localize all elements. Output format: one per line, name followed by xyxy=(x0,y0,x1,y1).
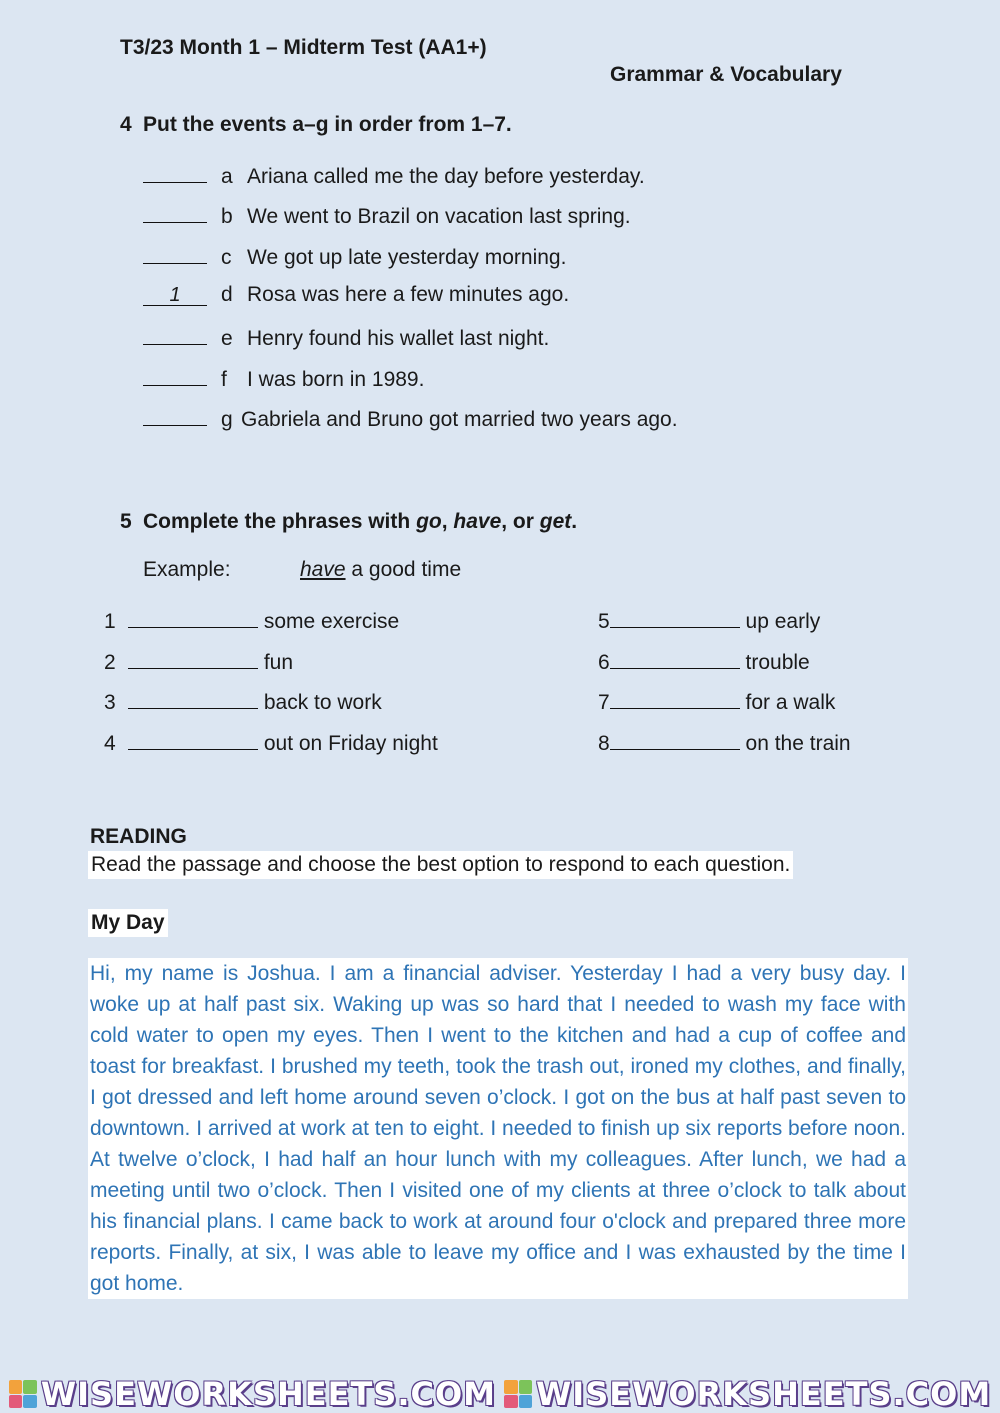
phrase-blank[interactable] xyxy=(128,648,258,669)
question-5-title xyxy=(120,510,577,534)
phrase-item-7 xyxy=(598,688,835,715)
separator: , or xyxy=(501,510,540,533)
section-subtitle: Grammar & Vocabulary xyxy=(610,63,842,86)
item-letter: g xyxy=(221,408,233,431)
brand-logo-repeat xyxy=(504,1375,991,1413)
answer-blank[interactable] xyxy=(143,405,207,426)
brand-text: WISEWORKSHEETS.COM xyxy=(536,1375,992,1413)
logo-icon xyxy=(9,1380,37,1408)
answer-blank[interactable] xyxy=(143,162,207,183)
separator: , xyxy=(441,510,454,533)
question-number: 4 xyxy=(120,113,132,136)
item-text: Ariana called me the day before yesterday. xyxy=(247,165,645,188)
phrase-blank[interactable] xyxy=(610,607,740,628)
order-item-e xyxy=(143,324,549,351)
phrase-blank[interactable] xyxy=(128,607,258,628)
answer-blank[interactable] xyxy=(143,243,207,264)
answer-blank[interactable] xyxy=(143,365,207,386)
phrase-number: 5 xyxy=(598,610,610,633)
example-phrase: a good time xyxy=(345,558,462,581)
phrase-number: 4 xyxy=(104,732,116,755)
answer-blank[interactable]: 1 xyxy=(143,285,207,306)
phrase-item-3 xyxy=(104,688,382,715)
item-text: Gabriela and Bruno got married two years ago. xyxy=(241,408,678,431)
phrase-number: 3 xyxy=(104,691,116,714)
item-letter: c xyxy=(221,246,232,269)
option-get: get xyxy=(539,510,572,533)
phrase-blank[interactable] xyxy=(610,648,740,669)
phrase-text: trouble xyxy=(745,651,810,674)
example-label: Example: xyxy=(143,558,231,581)
phrase-text: for a walk xyxy=(745,691,836,714)
phrase-item-8 xyxy=(598,729,851,756)
reading-heading: READING xyxy=(90,825,187,848)
footer-watermark xyxy=(0,1375,1000,1413)
phrase-text: fun xyxy=(263,651,294,674)
order-item-c xyxy=(143,243,566,270)
order-item-f xyxy=(143,365,424,392)
answer-blank[interactable] xyxy=(143,324,207,345)
phrase-blank[interactable] xyxy=(128,688,258,709)
reading-instruction: Read the passage and choose the best option to respond to each question. xyxy=(88,851,793,879)
option-have: have xyxy=(453,510,502,533)
phrase-text: some exercise xyxy=(263,610,400,633)
answer-blank[interactable] xyxy=(143,202,207,223)
phrase-text: up early xyxy=(745,610,821,633)
phrase-number: 8 xyxy=(598,732,610,755)
phrase-blank[interactable] xyxy=(610,688,740,709)
example-answer: have xyxy=(300,558,346,581)
phrase-number: 1 xyxy=(104,610,116,633)
phrase-text: back to work xyxy=(263,691,382,714)
item-letter: b xyxy=(221,205,233,228)
test-title: T3/23 Month 1 – Midterm Test (AA1+) xyxy=(120,36,487,59)
phrase-item-5 xyxy=(598,607,820,634)
order-item-d xyxy=(143,283,569,307)
phrase-item-2 xyxy=(104,648,293,675)
item-text: Rosa was here a few minutes ago. xyxy=(247,283,570,306)
order-item-b xyxy=(143,202,631,229)
instruction-prefix: Complete the phrases with xyxy=(143,510,417,533)
phrase-item-1 xyxy=(104,607,399,634)
item-text: Henry found his wallet last night. xyxy=(247,327,550,350)
example xyxy=(300,558,461,582)
logo-icon xyxy=(504,1380,532,1408)
phrase-blank[interactable] xyxy=(128,729,258,750)
phrase-text: on the train xyxy=(745,732,851,755)
phrase-number: 6 xyxy=(598,651,610,674)
question-number: 5 xyxy=(120,510,132,533)
phrase-text: out on Friday night xyxy=(263,732,438,755)
item-letter: a xyxy=(221,165,233,188)
question-instruction: Put the events a–g in order from 1–7. xyxy=(143,113,512,136)
item-text: I was born in 1989. xyxy=(247,368,425,391)
question-4-title xyxy=(120,113,512,137)
passage-title: My Day xyxy=(88,909,168,937)
item-letter: f xyxy=(221,368,227,391)
phrase-number: 2 xyxy=(104,651,116,674)
reading-passage: Hi, my name is Joshua. I am a financial adviser. Yesterday I had a very busy day. I woke up at half past six. Waking up was so hard that I needed to wash my face with cold water to open my eyes. Then I went to the kitchen and had a cup of coffee and toast for breakfast. I brushed my teeth, took the trash out, ironed my clothes, and finally, I got dressed and left home around seven o’clock. I got on the bus at half past seven to downtown. I arrived at work at ten to eight. I needed to finish up six reports before noon. At twelve o’clock, I had half an hour lunch with my colleagues. After lunch, we had a meeting until two o’clock. Then I visited one of my clients at three o’clock to talk about his financial plans. I came back to work at around four o'clock and prepared three more reports. Finally, at six, I was able to leave my office and I was exhausted by the time I got home. xyxy=(88,958,908,1299)
item-letter: d xyxy=(221,283,233,306)
phrase-blank[interactable] xyxy=(610,729,740,750)
option-go: go xyxy=(416,510,442,533)
brand-text: WISEWORKSHEETS.COM xyxy=(40,1375,496,1413)
phrase-item-6 xyxy=(598,648,810,675)
item-text: We went to Brazil on vacation last spring. xyxy=(247,205,631,228)
order-item-g xyxy=(143,405,678,432)
order-item-a xyxy=(143,162,645,189)
brand-logo xyxy=(9,1375,496,1413)
instruction-end: . xyxy=(571,510,578,533)
phrase-item-4 xyxy=(104,729,438,756)
item-text: We got up late yesterday morning. xyxy=(247,246,567,269)
phrase-number: 7 xyxy=(598,691,610,714)
item-letter: e xyxy=(221,327,233,350)
